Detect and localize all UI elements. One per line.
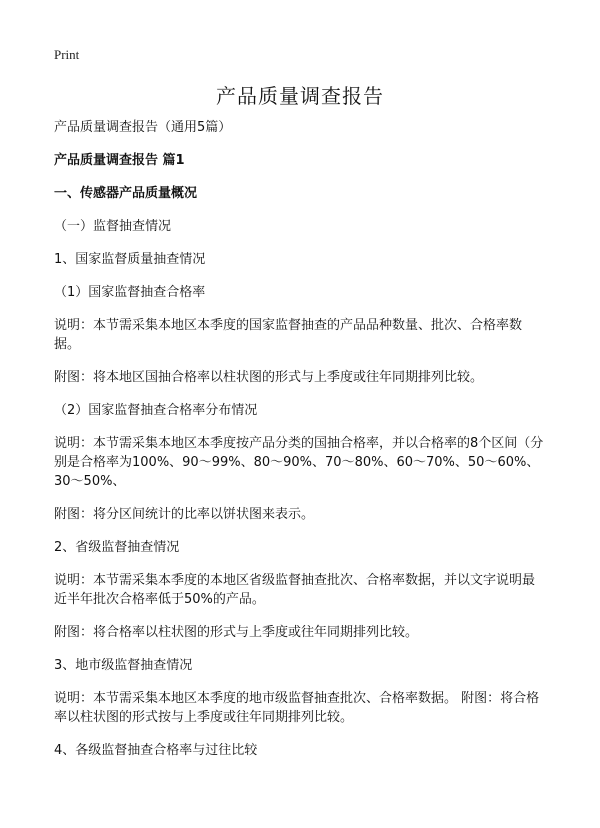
body-paragraph: 产品质量调查报告（通用5篇） <box>54 120 232 135</box>
section-heading: 一、传感器产品质量概况 <box>54 186 198 201</box>
body-paragraph: 附图：将本地区国抽合格率以柱状图的形式与上季度或往年同期排列比较。 <box>54 370 484 385</box>
document-title: 产品质量调查报告 <box>216 84 384 108</box>
document-body <box>54 118 547 774</box>
body-paragraph: 说明：本节需采集本季度的本地区省级监督抽查批次、合格率数据，并以文字说明最近半年批次合格率低于50%的产品。 <box>54 573 536 607</box>
body-paragraph: 附图：将合格率以柱状图的形式与上季度或往年同期排列比较。 <box>54 625 419 640</box>
body-paragraph: 3、地市级监督抽查情况 <box>54 658 193 673</box>
section-heading: 产品质量调查报告 篇1 <box>54 153 185 168</box>
print-link[interactable]: Print <box>54 47 80 62</box>
body-paragraph: （1）国家监督抽查合格率 <box>54 285 206 300</box>
body-paragraph: 说明：本节需采集本地区本季度的国家监督抽查的产品品种数量、批次、合格率数据。 <box>54 318 523 352</box>
body-paragraph: 4、各级监督抽查合格率与过往比较 <box>54 743 258 758</box>
body-paragraph: （一）监督抽查情况 <box>54 219 172 234</box>
body-paragraph: 2、省级监督抽查情况 <box>54 540 180 555</box>
body-paragraph: 说明：本节需采集本地区本季度的地市级监督抽查批次、合格率数据。 附图：将合格率以柱状图的形式按与上季度或往年同期排列比较。 <box>54 691 540 725</box>
body-paragraph: 1、国家监督质量抽查情况 <box>54 252 206 267</box>
body-paragraph: 附图：将分区间统计的比率以饼状图来表示。 <box>54 507 315 522</box>
body-paragraph: 说明：本节需采集本地区本季度按产品分类的国抽合格率，并以合格率的8个区间（分别是合格率为100%、90～99%、80～90%、70～80%、60～70%、50～60%、30～50%、 <box>54 436 544 489</box>
body-paragraph: （2）国家监督抽查合格率分布情况 <box>54 403 258 418</box>
